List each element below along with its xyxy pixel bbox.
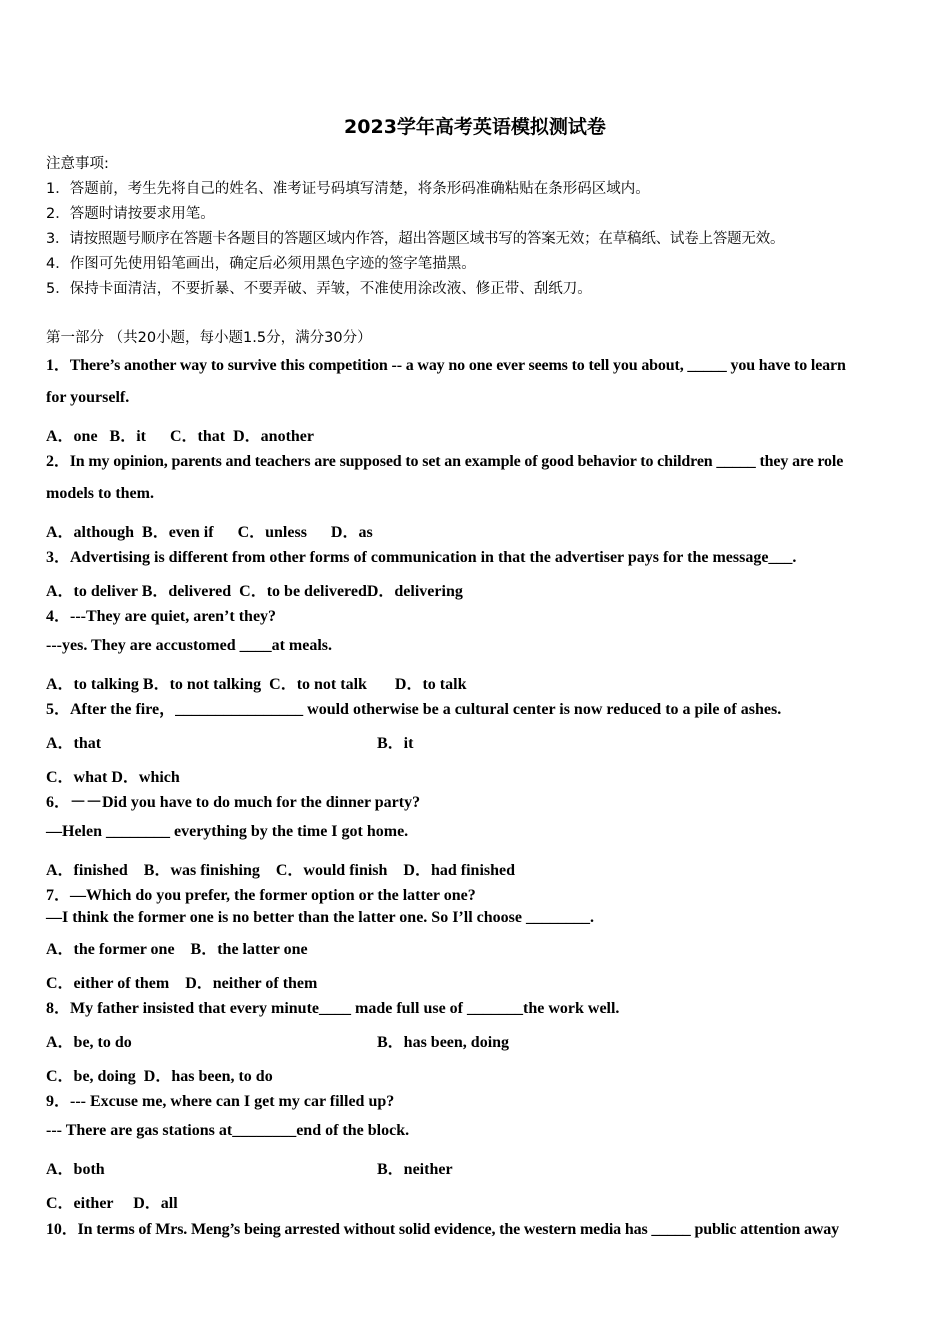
- question-3-options: A．to deliver B．delivered C．to be deliveredD．delivering: [46, 583, 463, 600]
- question-7-stem: 7．—Which do you prefer, the former option or the latter one?: [46, 887, 476, 904]
- question-6-stem: 6．－－Did you have to do much for the dinner party?: [46, 794, 421, 811]
- question-1-stem: 1．There’s another way to survive this competition -- a way no one ever seems to tell you about, _____ you have to learn: [46, 357, 846, 374]
- question-8-stem: 8．My father insisted that every minute____ made full use of _______the work well.: [46, 1000, 620, 1017]
- question-8-options-cd: C．be, doing D．has been, to do: [46, 1068, 273, 1085]
- question-7-options-ab: A．the former one B．the latter one: [46, 941, 308, 958]
- question-9-stem-cont: --- There are gas stations at________end of the block.: [46, 1122, 410, 1139]
- question-8-option-b: B．has been, doing: [377, 1034, 510, 1051]
- question-7-stem-cont: —I think the former one is no better than the latter one. So I’ll choose ________.: [46, 909, 594, 926]
- question-2-stem: 2．In my opinion, parents and teachers are supposed to set an example of good behavior to children _____ they are role: [46, 453, 844, 470]
- notice-item: 5．保持卡面清洁，不要折暴、不要弄破、弄皱，不准使用涂改液、修正带、刮纸刀。: [46, 281, 592, 297]
- question-5-options-cd: C．what D．which: [46, 769, 180, 786]
- question-9-stem: 9．--- Excuse me, where can I get my car filled up?: [46, 1093, 395, 1110]
- question-5-option-a: A．that: [46, 735, 102, 752]
- question-5-option-b: B．it: [377, 735, 414, 752]
- question-2-stem-cont: models to them.: [46, 485, 154, 502]
- notice-item: 3．请按照题号顺序在答题卡各题目的答题区域内作答，超出答题区域书写的答案无效；在草稿纸、试卷上答题无效。: [46, 231, 785, 247]
- question-6-stem-cont: —Helen ________ everything by the time I got home.: [46, 823, 409, 840]
- question-9-option-b: B．neither: [377, 1161, 453, 1178]
- question-4-stem: 4．---They are quiet, aren’t they?: [46, 608, 277, 625]
- question-5-stem: 5．After the fire，________________ would otherwise be a cultural center is now reduced to a pile of ashes.: [46, 701, 782, 718]
- question-9-option-a: A．both: [46, 1161, 105, 1178]
- question-3-stem: 3．Advertising is different from other forms of communication in that the advertiser pays for the message___.: [46, 549, 797, 566]
- question-1-stem-cont: for yourself.: [46, 389, 130, 406]
- question-6-options: A．finished B．was finishing C．would finish D．had finished: [46, 862, 516, 879]
- question-4-options: A．to talking B．to not talking C．to not talk D．to talk: [46, 676, 467, 693]
- section-heading: 第一部分 （共20小题，每小题1.5分，满分30分）: [46, 330, 372, 346]
- page-title: 2023学年高考英语模拟测试卷: [344, 116, 606, 138]
- notice-item: 1．答题前，考生先将自己的姓名、准考证号码填写清楚，将条形码准确粘贴在条形码区域内。: [46, 181, 650, 197]
- question-2-options: A．although B．even if C．unless D．as: [46, 524, 373, 541]
- question-4-stem-cont: ---yes. They are accustomed ____at meals.: [46, 637, 333, 654]
- question-9-options-cd: C．either D．all: [46, 1195, 178, 1212]
- question-10-stem: 10．In terms of Mrs. Meng’s being arrested without solid evidence, the western media has _____ public attention away: [46, 1221, 839, 1238]
- notice-heading: 注意事项:: [46, 156, 109, 172]
- notice-item: 2．答题时请按要求用笔。: [46, 206, 215, 222]
- notice-item: 4．作图可先使用铅笔画出，确定后必须用黑色字迹的签字笔描黑。: [46, 256, 476, 272]
- question-7-options-cd: C．either of them D．neither of them: [46, 975, 318, 992]
- question-1-options: A．one B．it C．that D．another: [46, 428, 314, 445]
- question-8-option-a: A．be, to do: [46, 1034, 132, 1051]
